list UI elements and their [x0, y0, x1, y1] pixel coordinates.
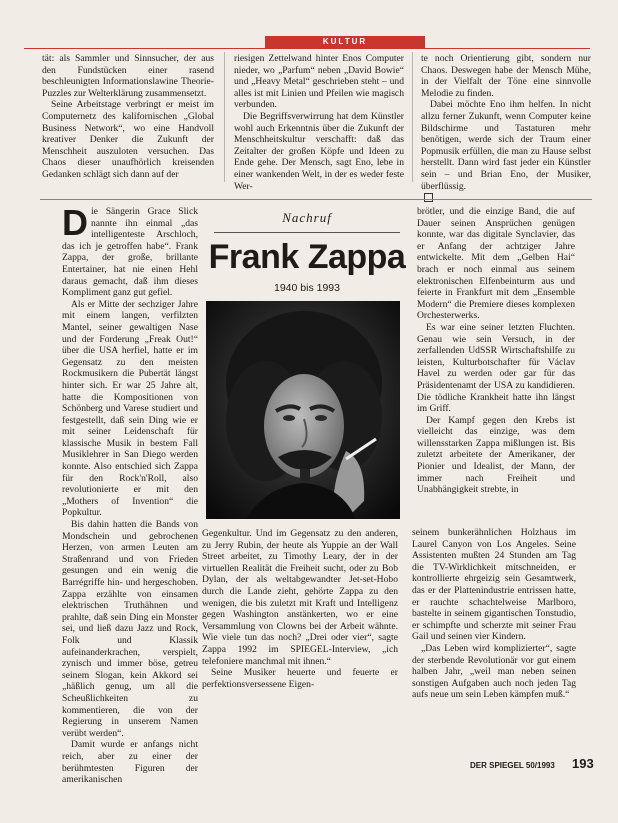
end-mark-icon — [424, 193, 433, 202]
obit-column-right — [417, 206, 575, 496]
section-rule — [24, 48, 590, 49]
life-years: 1940 bis 1993 — [274, 282, 340, 294]
paragraph: Es war eine seiner letzten Fluchten. Genau wie sein Versuch, in der zerfallenden UdSSR Wirtschaftshilfe zu leisten, Kulturbotschafter für Václav Havel zu werden oder gar für das Präsidentenamt der USA zu kandidieren. Die tödliche Krankheit hatte ihn längst im Griff. — [417, 321, 575, 415]
box-top-rule — [40, 199, 592, 200]
paragraph: „Das Leben wird komplizierter“, sagte der sterbende Revolutionär vor gut einem halben Jahr, „weil man neben seinen sonstigen Aufgaben auch noch jeden Tag aufs neue um sein Leben kämpfen muß.“ — [412, 642, 576, 701]
obit-column-right-lower — [412, 527, 576, 701]
kicker-rule — [214, 232, 400, 233]
paragraph: Damit wurde er anfangs nicht reich, aber zu einer der berühmtesten Figuren der amerikanischen — [62, 739, 198, 786]
column-divider — [224, 52, 225, 182]
obit-column-middle — [202, 528, 398, 690]
paragraph: Als er Mitte der sechziger Jahre mit einem langen, verfilzten Mantel, seiner gewaltigen Nase und der Forderung „Freak Out!“ über die USA herfiel, hatte er im Gegensatz zu den meisten Rockmusikern die Pubertät längst hinter sich. Er war 25 Jahre alt, hatte die Kompositionen von Schönberg und Varese studiert und festgestellt, daß sein Ding wie er mit seiner Leidenschaft für klassische Musik in bestem Fall Musiklehrer in San Diego werden konnte. Also entschied sich Zappa für den Rock'n'Roll, also revolutionierte er mit den „Mothers of Invention“ die Popkultur. — [62, 298, 198, 519]
drop-cap: D — [62, 202, 88, 243]
paragraph: tät: als Sammler und Sinnsucher, der aus den Fundstücken einer rasend beschleunigten Informationslawine Theorie-Puzzles zur Welterklärung zusammensetzt. — [42, 53, 214, 99]
paragraph: Der Kampf gegen den Krebs ist vielleicht das einzige, was dem willensstarken Zappa mißlungen ist. Bis zuletzt arbeitete der Amerikaner, der Pionier und Idealist, der Mann, der immer nach Freiheit und Unabhängigkeit strebte, in — [417, 414, 575, 496]
headline: Frank Zappa — [208, 238, 406, 276]
paragraph: Dabei möchte Eno ihm helfen. In nicht allzu ferner Zukunft, wenn Computer keine Bildschirme und Tastaturen mehr benötigen, werde sich der Traum einer Popmusik erfüllen, die man zu Hause selbst herstellt. Dann wird fast jeder ein Künstler sein – und Brian Eno, der Musiker, überflüssig. — [421, 99, 591, 192]
paragraph: te noch Orientierung gibt, sondern nur Chaos. Deswegen habe der Mensch Mühe, in der Vielfalt der Töne eine sinnvolle Melodie zu finden. — [421, 53, 591, 99]
column-divider — [412, 52, 413, 182]
kicker: Nachruf — [282, 210, 332, 225]
page-number: 193 — [572, 756, 594, 771]
top-column-2 — [234, 53, 404, 192]
paragraph: seinem bunkerähnlichen Holzhaus im Laurel Canyon von Los Angeles. Seine Assistenten mußten 24 Stunden am Tag die TV-Wirklichkeit mitschneiden, er kontrollierte ehrgeizig sein Gesamtwerk, das er der Plattenindustrie entrissen hatte, er rauchte schachtelweise Marlboro, bastelte in seinem gigantischen Tonstudio, er schimpfte und scherzte mit seiner Frau Gail und seinen vier Kindern. — [412, 527, 576, 643]
paragraph: Seine Arbeitstage verbringt er meist im Computernetz des kalifornischen „Global Business Network“, wo eine Handvoll kreativer Denker die Zukunft der Menschheit auszuloten versuchen. Das Chaos dieser unaufhörlich kreisenden Gedanken schlägt sich dann auf der — [42, 99, 214, 180]
section-label: KULTUR — [265, 36, 425, 48]
portrait-photo — [206, 301, 400, 519]
paragraph: brötler, und die einzige Band, die auf Dauer seinen Ansprüchen genügen konnte, war das digitale Synclavier, das er Anfang der achtziger Jahre entwickelte. Mit dem „Gelben Hai“ brach er noch einmal aus seinem elektronischen Elfenbeinturm aus und feierte in Frankfurt mit dem „Ensemble Modern“ die Premiere dieses komplexen Orchesterwerks. — [417, 206, 575, 322]
portrait-illustration — [206, 301, 400, 519]
top-column-1 — [42, 53, 214, 181]
paragraph: Bis dahin hatten die Bands von Mondschein und gebrochenen Herzen, von armen Leuten am Straßenrand und von Frieden gesungen und ein wenig die Barrégriffe hin- und hergeschoben. Zappa erzählte von einsamen elektrischen Truthähnen und prahlte, daß sein Ding ein Monster sei, und ließ dazu Jazz und Rock, Folk und Klassik aufeinanderkrachen, verspielt, zynisch und immer böse, getreu seinem Slogan, kein Akkord sei „häßlich genug, um all die Scheußlichkeiten zu kommentieren, die von der Regierung in unserem Namen verübt werden“. — [62, 519, 198, 739]
paragraph: Die Begriffsverwirrung hat dem Künstler wohl auch Erkenntnis über die Zukunft der Menschheitskultur verschafft: daß das Zeitalter der großen Köpfe und Ideen zu Ende gehe. Der Mensch, sagt Eno, lebe in einer wankenden Welt, in der es weder feste Wer- — [234, 110, 404, 192]
obit-column-left — [62, 202, 198, 786]
paragraph: Seine Musiker heuerte und feuerte er perfektionsversessene Eigen- — [202, 667, 398, 690]
magazine-issue: DER SPIEGEL 50/1993 — [470, 761, 555, 770]
top-column-3 — [421, 53, 591, 204]
paragraph: riesigen Zettelwand hinter Enos Computer nieder, wo „Parfum“ neben „David Bowie“ und „Heavy Metal“ geschrieben steht – und alles ist mit Linien und Pfeilen wie magisch verbunden. — [234, 53, 404, 111]
paragraph: Gegenkultur. Und im Gegensatz zu den anderen, zu Jerry Rubin, der heute als Yuppie an der Wall Street arbeitet, zu Timothy Leary, der in der virtuellen Realität die Freiheit sucht, oder zu Bob Dylan, der als weltabgewandter Jet-set-Hobo durch die Lande zieht, gehörte Zappa zu den wenigen, die bis zuletzt mit Kraft und Intelligenz gegen Washington anstänkerten, wo er eine Versammlung von Clowns bei der Arbeit wähnte. Wie viele tun das noch? „Drei oder vier“, sagte Zappa 1992 im SPIEGEL-Interview, „ich telefoniere manchmal mit ihnen.“ — [202, 528, 398, 667]
paragraph: ie Sängerin Grace Slick nannte ihn einmal „das intelligenteste Arschloch, das ich je getroffen habe“. Frank Zappa, der große, brillante Entertainer, hat nie einen Hehl daraus gemacht, daß ihm dieses Kompliment ganz gut gefiel. — [62, 206, 198, 299]
